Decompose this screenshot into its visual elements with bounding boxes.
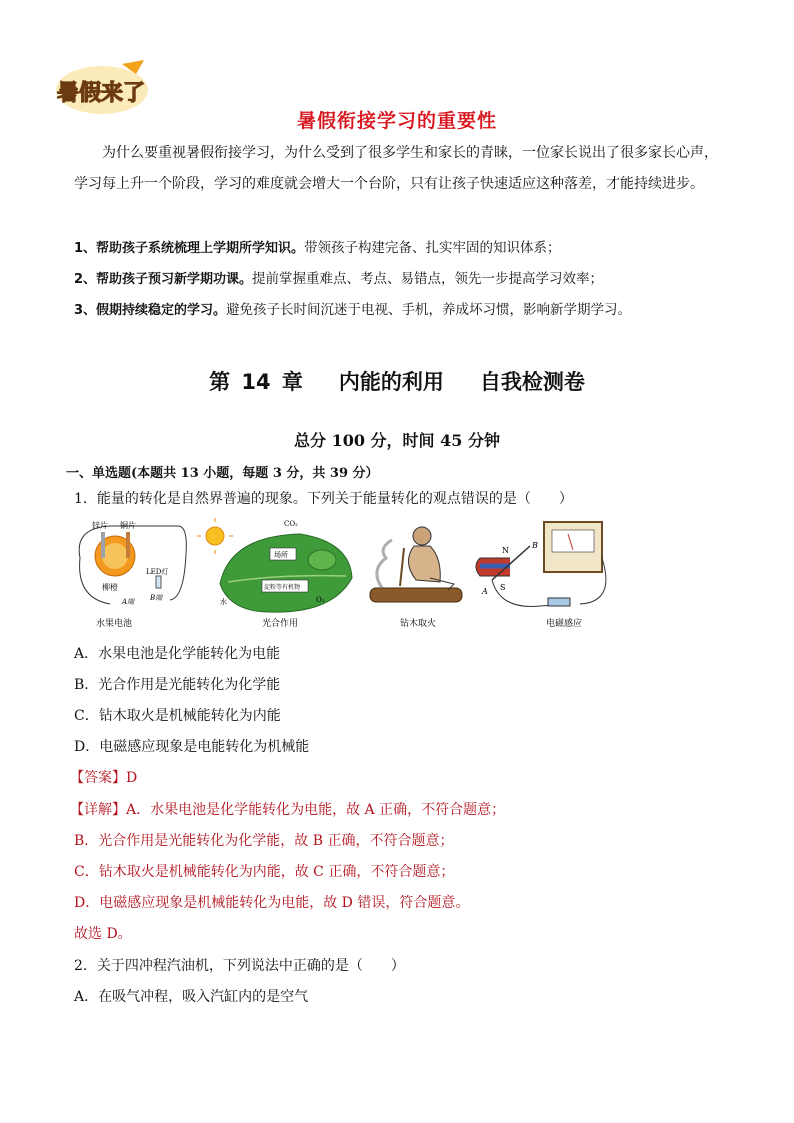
point-2: 2、帮助孩子预习新学期功课。提前掌握重难点、考点、易错点，领先一步提高学习效率； <box>74 271 604 287</box>
question-1-stem: 1．能量的转化是自然界普遍的现象。下列关于能量转化的观点错误的是（ ） <box>74 491 573 507</box>
svg-text:A: A <box>482 587 488 596</box>
q1-option-b: B．光合作用是光能转化为化学能 <box>74 677 281 693</box>
svg-text:LED灯: LED灯 <box>146 568 169 576</box>
svg-text:A端: A端 <box>122 598 135 606</box>
q1-detail-b: B．光合作用是光能转化为化学能，故 B 正确，不符合题意； <box>74 833 454 849</box>
svg-text:柳橙: 柳橙 <box>102 583 118 592</box>
induction-figure <box>476 522 606 629</box>
page-heading: 暑假衔接学习的重要性 <box>296 110 497 132</box>
induction-caption: 电磁感应 <box>546 619 583 629</box>
q1-conclusion: 故选 D。 <box>74 926 132 942</box>
q1-detail-c: C．钻木取火是机械能转化为内能，故 C 正确，不符合题意； <box>74 864 455 880</box>
svg-text:CO₂: CO₂ <box>284 520 298 528</box>
question-2-stem: 2．关于四冲程汽油机，下列说法中正确的是（ ） <box>74 958 405 974</box>
q1-option-c: C．钻木取火是机械能转化为内能 <box>74 708 281 724</box>
svg-text:N: N <box>502 546 509 555</box>
section-title: 一、单选题(本题共 13 小题，每题 3 分，共 39 分） <box>66 466 379 481</box>
svg-text:淀粉等有机物: 淀粉等有机物 <box>264 584 301 591</box>
fire-caption: 钻木取火 <box>400 619 437 629</box>
svg-text:S: S <box>500 583 506 592</box>
q1-answer: 【答案】D <box>70 770 138 786</box>
svg-text:锌片: 锌片 <box>92 521 108 530</box>
svg-text:水: 水 <box>220 598 227 606</box>
logo-text: 暑假来了 <box>56 81 146 106</box>
svg-text:铜片: 铜片 <box>120 521 136 530</box>
q1-option-d: D．电磁感应现象是电能转化为机械能 <box>74 739 310 755</box>
q1-option-a: A．水果电池是化学能转化为电能 <box>74 646 281 662</box>
svg-text:B: B <box>532 541 538 550</box>
photosynthesis-figure <box>197 518 352 629</box>
q1-detail-d: D．电磁感应现象是机械能转化为电能，故 D 错误，符合题意。 <box>74 895 470 911</box>
question-1-figures <box>70 518 630 630</box>
score-line: 总分 100 分，时间 45 分钟 <box>294 431 500 450</box>
fruit-battery-figure <box>79 520 186 629</box>
drilling-fire-figure <box>370 527 462 629</box>
chapter-title: 第 14 章 内能的利用 自我检测卷 <box>209 370 585 394</box>
fruit-caption: 水果电池 <box>96 619 133 629</box>
point-3: 3、假期持续稳定的学习。避免孩子长时间沉迷于电视、手机，养成坏习惯，影响新学期学习。 <box>74 302 632 318</box>
svg-text:O₂: O₂ <box>316 596 325 604</box>
photosynthesis-caption: 光合作用 <box>262 619 299 629</box>
q1-detail-a: 【详解】A．水果电池是化学能转化为电能，故 A 正确，不符合题意； <box>70 802 506 818</box>
q2-option-a: A．在吸气冲程，吸入汽缸内的是空气 <box>74 989 309 1005</box>
svg-text:B端: B端 <box>150 594 163 602</box>
point-1: 1、帮助孩子系统梳理上学期所学知识。带领孩子构建完备、扎实牢固的知识体系； <box>74 240 561 256</box>
svg-text:场所: 场所 <box>274 551 288 559</box>
intro-paragraph: 为什么要重视暑假衔接学习，为什么受到了很多学生和家长的青睐，一位家长说出了很多家长心声，学习每上升一个阶段，学习的难度就会增大一个台阶，只有让孩子快速适应这种落差，才能持续进步。 <box>74 145 718 192</box>
